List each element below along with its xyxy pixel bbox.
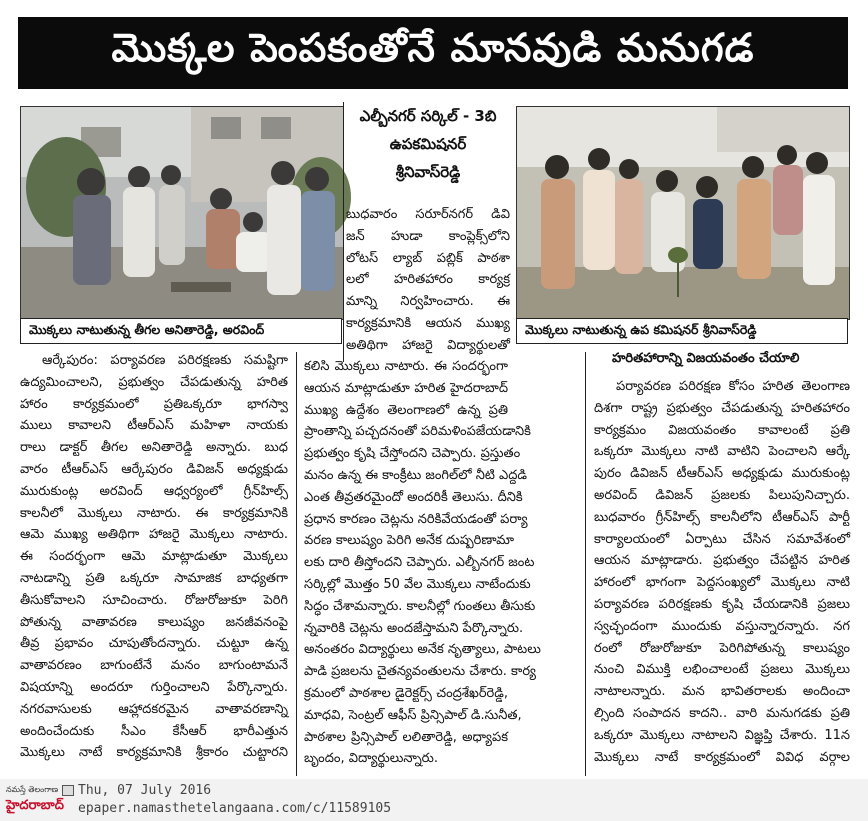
text-line: నాటడాన్ని ప్రతి ఒక్కరూ సామాజిక బాధ్యతగా — [20, 570, 288, 586]
text-line: హారం కార్యక్రమంలో ప్రతిఒక్కరూ భాగస్వా — [20, 396, 288, 412]
text-line: రాలు డాక్టర్ తీగల అనితారెడ్డి అన్నారు. బుధ — [20, 440, 288, 456]
text-line: అందించేందుకు సీఎం కేసీఆర్ భారీఎత్తున — [20, 723, 288, 739]
column-rule-1 — [296, 352, 297, 776]
calendar-icon — [62, 785, 74, 796]
column-2 — [304, 356, 541, 770]
text-line: ఆమె ముఖ్య అతిథిగా హాజరై మొక్కలు నాటారు. — [20, 527, 288, 543]
text-line: కాలనీలో మొక్కలు నాటారు. ఈ కార్యక్రమానికి — [20, 505, 288, 521]
column-rule-mid — [343, 102, 344, 362]
footer-url[interactable]: epaper.namasthetelangaana.com/c/11589105 — [78, 801, 392, 816]
text-line: పాఠశాల ప్రిన్సిపాల్ లలితారెడ్డి, అధ్యాపక — [304, 729, 508, 745]
text-line: ఈ సందర్భంగా ఆమె మాట్లాడుతూ మొక్కలు — [20, 549, 288, 565]
text-line: తీవ్ర ప్రభావం చూపుతోందన్నారు. చుట్టూ ఉన్న — [20, 636, 288, 652]
text-line: నగరవాసులకు ఆహ్లాదకరమైన వాతావరణాన్ని — [20, 701, 288, 717]
text-line: లోటస్ ల్యాబ్ పబ్లిక్ పాఠశా — [346, 250, 510, 266]
text-line: వారం టీఆర్‌ఎస్ ఆర్కేపురం డివిజన్ అధ్యక్షుడు — [20, 461, 288, 477]
text-line: క్రమంలో పాఠశాల డైరెక్టర్స్ చంద్రశేఖర్‌రెడ్డి, — [304, 685, 508, 701]
text-line: స్వచ్ఛందంగా ముందుకు వస్తున్నారన్నారు. నగ — [594, 618, 850, 634]
text-line: ఉద్యమించాలని, ప్రభుత్వం చేపడుతున్న హరిత — [20, 374, 288, 390]
column-3 — [594, 376, 850, 768]
text-line: మురుకుంట్ల అరవింద్ ఆధ్వర్యంలో గ్రీన్‌హిల్స్ — [20, 483, 288, 499]
footer-brand-city: హైదరాబాద్ — [6, 798, 64, 813]
text-line: నుంచి విముక్తి లభించాలంటే ప్రజలు మొక్కలు — [594, 662, 850, 678]
photo-right-caption: మొక్కలు నాటుతున్న ఉప కమిషనర్ శ్రీనివాస్‌రెడ్డి — [516, 318, 848, 344]
sub-heading — [346, 102, 510, 200]
text-line: ఎంత తీవ్రతరమైందో అందరికీ తెలుసు. దీనికి — [304, 489, 523, 505]
text-line: మనం ఉన్న ఈ కాంక్రీటు జంగిల్‌లో నీటి ఎద్దడి — [304, 467, 528, 483]
text-line: దిశగా రాష్ట్ర ప్రభుత్వం చేపడుతున్న హరితహారం — [594, 400, 850, 416]
text-line: మాధవి, సెంట్రల్ ఆఫీస్ ప్రిన్సిపాల్ డి.సునీత, — [304, 707, 522, 723]
text-line: ఒక్కరూ మొక్కలు నాటాలని విజ్ఞప్తి చేశారు. 11న — [594, 727, 850, 743]
text-line: లకు దారి తీస్తోందని చెప్పారు. ఎల్బీనగర్ జంట — [304, 555, 535, 571]
text-line: కార్యాలయంలో ఏర్పాటు చేసిన సమావేశంలో — [594, 531, 850, 547]
text-line: బృందం, విద్యార్థులున్నారు. — [304, 751, 439, 767]
text-line: నాటాలన్నారు. మన భావితరాలకు అందించా — [594, 684, 850, 700]
text-line: పాడి ప్రజలను చైతన్యవంతులను చేశారు. కార్య — [304, 664, 536, 680]
text-line: ఆయన మాట్లాడారు. ప్రభుత్వం చేపట్టిన హరిత — [594, 553, 850, 569]
text-line: అనంతరం విద్యార్థులు అనేక నృత్యాలు, పాటలు — [304, 642, 541, 658]
text-line: తీసుకోవాలని సూచించారు. రోజురోజుకూ పెరిగి — [20, 592, 288, 608]
text-line: ములు కావాలని టీఆర్‌ఎస్ మహిళా నాయకు — [20, 418, 288, 434]
text-line: పర్యావరణ పరిరక్షణ కోసం హరిత తెలంగాణ — [616, 379, 850, 394]
text-line: ఒక్కరూ మొక్కలు నాటి వాటిని పెంచాలని ఆర్కే — [594, 444, 850, 460]
text-line: కార్యక్రమానికి ఆయన ముఖ్య — [346, 315, 510, 331]
column-rule-2 — [585, 352, 586, 776]
text-line: వాతావరణం బాగుంటేనే మనం బాగుంటామనే — [20, 658, 288, 674]
headline: మొక్కల పెంపకంతోనే మానవుడి మనుగడ — [18, 17, 848, 89]
text-line: బుధవారం గ్రీన్‌హిల్స్ కాలనీలోని టీఆర్‌ఎస్ పార్టీ — [594, 509, 850, 525]
text-line: ముఖ్య ఉద్దేశం తెలంగాణలో ఉన్న ప్రతి — [304, 402, 508, 418]
text-line: కార్యక్రమం విజయవంతం కావాలంటే ప్రతి — [594, 422, 850, 438]
text-line: ఆయన మాట్లాడుతూ హరిత హైదరాబాద్ — [304, 380, 508, 396]
photo-left — [20, 106, 344, 320]
sub-heading-line-1: ఎల్బీనగర్ సర్కిల్ - 3బి — [359, 107, 497, 125]
photo-right — [516, 106, 850, 320]
text-line: మొక్కలు నాటే కార్యక్రమంలో వివిధ వర్గాల — [594, 749, 850, 765]
sub-heading-line-2: ఉపకమిషనర్ — [389, 135, 467, 153]
text-line: ప్రభుత్వం కృషి చేస్తోందని చెప్పారు. ప్రస్తుతం — [304, 446, 521, 462]
text-line: సిద్ధం చేశామన్నారు. కాలనీల్లో గుంతలు తీసుకు — [304, 598, 536, 614]
text-line: పురం డివిజన్ టీఆర్‌ఎస్ అధ్యక్షుడు మురుకుంట్ల — [594, 466, 850, 482]
column-mid-top — [346, 204, 510, 357]
text-line: ఆర్కేపురం: పర్యావరణ పరిరక్షణకు సమష్టిగా — [42, 353, 288, 368]
text-line: మాన్ని నిర్వహించారు. ఈ — [346, 294, 510, 310]
column-1 — [20, 350, 288, 764]
text-line: హారంలో భాగంగా పెద్దసంఖ్యలో మొక్కలు నాటి — [594, 575, 850, 591]
text-line: లలో హరితహారం కార్యక్ర — [346, 272, 510, 288]
text-line: విషయాన్ని అందరూ గుర్తించాలని పేర్కొన్నారు. — [20, 679, 288, 695]
text-line: అతిథిగా హాజరై విద్యార్థులతో — [346, 337, 510, 353]
text-line: వరణ కాలుష్యం పెరిగి అనేక దుష్పరిణామా — [304, 533, 515, 549]
text-line: పర్యావరణ పరిరక్షణకు కృషి చేయడానికి ప్రజలు — [594, 596, 850, 612]
text-line: న్నవారికి చెట్లను అందజేస్తామని పేర్కొన్నారు. — [304, 620, 524, 636]
column-3-subheading: హరితహారాన్ని విజయవంతం చేయాలి — [612, 351, 800, 366]
footer-date: Thu, 07 July 2016 — [78, 783, 212, 798]
text-line: బుధవారం సరూర్‌నగర్ డివి — [346, 207, 510, 222]
footer-brand-small: నమస్తే తెలంగాణ — [6, 785, 59, 794]
text-line: అరవింద్ డివిజన్ ప్రజలకు పిలుపునిచ్చారు. — [594, 487, 850, 503]
text-line: కలిసి మొక్కలు నాటారు. ఈ సందర్భంగా — [304, 359, 508, 374]
text-line: రంలో రోజురోజుకూ పెరిగిపోతున్న కాలుష్యం — [594, 640, 850, 656]
text-line: మొక్కలు నాటే కార్యక్రమానికి శ్రీకారం చుట్టారని — [20, 745, 288, 761]
text-line: ప్రధాన కారణం చెట్లను నరికివేయడంతో పర్యా — [304, 511, 528, 527]
text-line: పోతున్న వాతావరణ కాలుష్యం జనజీవనంపై — [20, 614, 288, 630]
text-line: సర్కిల్లో మొత్తం 50 వేల మొక్కలు నాటేందుకు — [304, 576, 531, 592]
text-line: ప్రాంతాన్ని పచ్చదనంతో పరిమళింపజేయడానికి — [304, 424, 531, 440]
sub-heading-line-3: శ్రీనివాస్‌రెడ్డి — [395, 163, 461, 181]
photo-left-caption: మొక్కలు నాటుతున్న తీగల అనితారెడ్డి, అరవింద్ — [20, 318, 342, 344]
text-line: జన్ హుడా కాంప్లెక్స్‌లోని — [346, 228, 510, 244]
text-line: ల్సింది సంపాదన కాదని.. వారి మనుగడకు ప్రతి — [594, 705, 850, 721]
